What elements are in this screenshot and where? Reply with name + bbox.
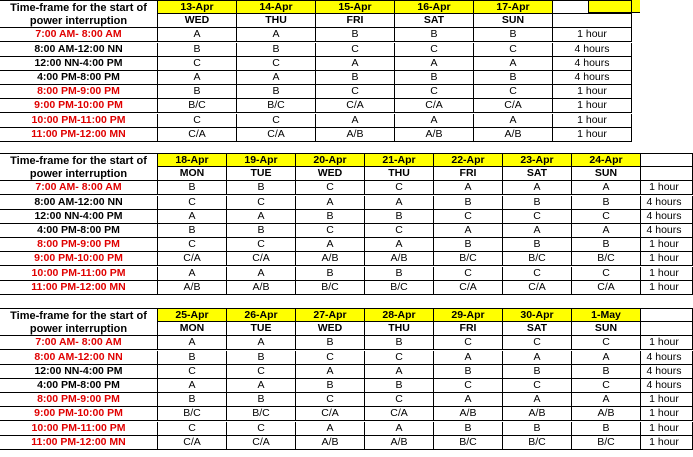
group-cell[interactable]: C xyxy=(237,114,316,128)
group-cell[interactable]: B xyxy=(227,393,296,407)
group-cell[interactable]: C/A xyxy=(158,252,227,266)
group-cell[interactable]: C xyxy=(572,379,641,393)
group-cell[interactable]: B xyxy=(365,379,434,393)
date-header: 15-Apr xyxy=(316,0,395,14)
duration-header-blank xyxy=(636,167,693,181)
group-cell[interactable]: A/B xyxy=(474,128,553,142)
group-cell[interactable]: B xyxy=(158,85,237,99)
group-cell[interactable]: B/C xyxy=(572,252,641,266)
duration-cell[interactable]: 1 hour xyxy=(636,281,693,295)
group-cell[interactable]: A xyxy=(237,71,316,85)
duration-cell[interactable]: 1 hour xyxy=(636,181,693,195)
group-cell[interactable]: B/C xyxy=(237,99,316,113)
group-cell[interactable]: B xyxy=(503,196,572,210)
group-cell[interactable]: A xyxy=(474,57,553,71)
duration-header-blank xyxy=(636,322,693,336)
group-cell[interactable]: A xyxy=(503,393,572,407)
group-cell[interactable]: A xyxy=(158,336,227,350)
group-cell[interactable]: B xyxy=(158,393,227,407)
group-cell[interactable]: A xyxy=(227,379,296,393)
duration-cell[interactable]: 1 hour xyxy=(636,393,693,407)
day-header: SAT xyxy=(503,322,572,336)
duration-cell[interactable]: 4 hours xyxy=(636,351,693,365)
group-cell[interactable]: A xyxy=(158,71,237,85)
day-header: WED xyxy=(158,14,237,28)
time-slot-label: 12:00 NN-4:00 PM xyxy=(0,210,158,224)
group-cell[interactable]: A xyxy=(296,365,365,379)
group-cell[interactable]: C xyxy=(158,365,227,379)
group-cell[interactable]: C xyxy=(158,196,227,210)
time-slot-label: 9:00 PM-10:00 PM xyxy=(0,99,158,113)
duration-cell[interactable]: 1 hour xyxy=(636,407,693,421)
group-cell[interactable]: A/B xyxy=(296,252,365,266)
group-cell[interactable]: C xyxy=(158,238,227,252)
date-header: 16-Apr xyxy=(395,0,474,14)
group-cell[interactable]: A xyxy=(227,336,296,350)
group-cell[interactable]: B xyxy=(503,365,572,379)
time-slot-label: 4:00 PM-8:00 PM xyxy=(0,224,158,238)
group-cell[interactable]: A xyxy=(365,196,434,210)
group-cell[interactable]: B xyxy=(296,379,365,393)
group-cell[interactable]: A xyxy=(434,393,503,407)
group-cell[interactable]: B xyxy=(296,210,365,224)
group-cell[interactable]: B xyxy=(572,365,641,379)
group-cell[interactable]: C/A xyxy=(365,407,434,421)
date-header: 19-Apr xyxy=(227,153,296,167)
group-cell[interactable]: A xyxy=(434,224,503,238)
group-cell[interactable]: B xyxy=(572,196,641,210)
duration-cell[interactable]: 4 hours xyxy=(636,196,693,210)
group-cell[interactable]: A/B xyxy=(503,407,572,421)
duration-cell[interactable]: 1 hour xyxy=(553,28,632,42)
day-header: FRI xyxy=(316,14,395,28)
group-cell[interactable]: A xyxy=(316,57,395,71)
group-cell[interactable]: C xyxy=(296,224,365,238)
group-cell[interactable]: C xyxy=(158,57,237,71)
group-cell[interactable]: B/C xyxy=(503,436,572,450)
time-slot-label: 8:00 PM-9:00 PM xyxy=(0,85,158,99)
group-cell[interactable]: C xyxy=(227,422,296,436)
group-cell[interactable]: B/C xyxy=(434,436,503,450)
group-cell[interactable]: A xyxy=(474,114,553,128)
group-cell[interactable]: B/C xyxy=(296,281,365,295)
group-cell[interactable]: B/C xyxy=(158,99,237,113)
group-cell[interactable]: A xyxy=(503,224,572,238)
group-cell[interactable]: B xyxy=(316,28,395,42)
group-cell[interactable]: B xyxy=(395,28,474,42)
group-cell[interactable]: A/B xyxy=(395,128,474,142)
duration-header-blank xyxy=(636,308,693,322)
group-cell[interactable]: A/B xyxy=(365,436,434,450)
date-header: 26-Apr xyxy=(227,308,296,322)
group-cell[interactable]: C xyxy=(434,267,503,281)
duration-cell[interactable]: 1 hour xyxy=(636,238,693,252)
timeframe-header-label: Time-frame for the start of power interruption xyxy=(0,308,158,336)
group-cell[interactable]: C xyxy=(572,336,641,350)
group-cell[interactable]: B xyxy=(316,71,395,85)
day-header: SAT xyxy=(395,14,474,28)
group-cell[interactable]: C xyxy=(572,210,641,224)
group-cell[interactable]: A xyxy=(572,393,641,407)
group-cell[interactable]: C xyxy=(227,238,296,252)
group-cell[interactable]: B xyxy=(227,224,296,238)
duration-cell[interactable]: 1 hour xyxy=(636,336,693,350)
duration-cell[interactable]: 4 hours xyxy=(553,43,632,57)
group-cell[interactable]: B xyxy=(474,28,553,42)
group-cell[interactable]: C/A xyxy=(158,128,237,142)
day-header: WED xyxy=(296,167,365,181)
duration-cell[interactable]: 1 hour xyxy=(636,267,693,281)
day-header: THU xyxy=(365,322,434,336)
date-header: 25-Apr xyxy=(158,308,227,322)
day-header: WED xyxy=(296,322,365,336)
time-slot-label: 8:00 AM-12:00 NN xyxy=(0,196,158,210)
group-cell[interactable]: C/A xyxy=(395,99,474,113)
group-cell[interactable]: A/B xyxy=(316,128,395,142)
group-cell[interactable]: C xyxy=(434,210,503,224)
group-cell[interactable]: C xyxy=(158,422,227,436)
group-cell[interactable]: C/A xyxy=(503,281,572,295)
group-cell[interactable]: C/A xyxy=(474,99,553,113)
group-cell[interactable]: A xyxy=(395,57,474,71)
group-cell[interactable]: B xyxy=(296,336,365,350)
group-cell[interactable]: A xyxy=(158,210,227,224)
group-cell[interactable]: A/B xyxy=(296,436,365,450)
group-cell[interactable]: C xyxy=(503,336,572,350)
group-cell[interactable]: C xyxy=(474,43,553,57)
group-cell[interactable]: C xyxy=(434,379,503,393)
time-slot-label: 8:00 AM-12:00 NN xyxy=(0,351,158,365)
group-cell[interactable]: B xyxy=(365,336,434,350)
date-header: 17-Apr xyxy=(474,0,553,14)
group-cell[interactable]: C/A xyxy=(296,407,365,421)
group-cell[interactable]: A xyxy=(296,196,365,210)
duration-cell[interactable]: 4 hours xyxy=(636,210,693,224)
group-cell[interactable]: C/A xyxy=(158,436,227,450)
time-slot-label: 10:00 PM-11:00 PM xyxy=(0,114,158,128)
group-cell[interactable]: A/B xyxy=(434,407,503,421)
day-header: MON xyxy=(158,167,227,181)
group-cell[interactable]: A/B xyxy=(227,281,296,295)
date-header: 28-Apr xyxy=(365,308,434,322)
group-cell[interactable]: A/B xyxy=(365,252,434,266)
duration-cell[interactable]: 4 hours xyxy=(553,71,632,85)
day-header: MON xyxy=(158,322,227,336)
group-cell[interactable]: A xyxy=(296,422,365,436)
group-cell[interactable]: A xyxy=(434,351,503,365)
timeframe-header-label: Time-frame for the start of power interruption xyxy=(0,153,158,181)
group-cell[interactable]: B xyxy=(158,43,237,57)
group-cell[interactable]: C xyxy=(365,224,434,238)
day-header: SAT xyxy=(503,167,572,181)
time-slot-label: 8:00 PM-9:00 PM xyxy=(0,393,158,407)
group-cell[interactable]: B xyxy=(503,238,572,252)
group-cell[interactable]: A xyxy=(503,181,572,195)
time-slot-label: 9:00 PM-10:00 PM xyxy=(0,407,158,421)
group-cell[interactable]: A xyxy=(227,267,296,281)
time-slot-label: 11:00 PM-12:00 MN xyxy=(0,281,158,295)
group-cell[interactable]: C/A xyxy=(227,436,296,450)
date-header: 22-Apr xyxy=(434,153,503,167)
group-cell[interactable]: A xyxy=(296,238,365,252)
group-cell[interactable]: B/C xyxy=(503,252,572,266)
group-cell[interactable]: A xyxy=(158,28,237,42)
day-header: SUN xyxy=(474,14,553,28)
duration-cell[interactable]: 4 hours xyxy=(553,57,632,71)
group-cell[interactable]: B xyxy=(572,238,641,252)
group-cell[interactable]: C xyxy=(503,379,572,393)
time-slot-label: 10:00 PM-11:00 PM xyxy=(0,422,158,436)
duration-cell[interactable]: 1 hour xyxy=(553,99,632,113)
day-header: SUN xyxy=(572,167,641,181)
group-cell[interactable]: C xyxy=(503,210,572,224)
group-cell[interactable]: A xyxy=(365,238,434,252)
group-cell[interactable]: C xyxy=(237,57,316,71)
time-slot-label: 10:00 PM-11:00 PM xyxy=(0,267,158,281)
date-header: 23-Apr xyxy=(503,153,572,167)
group-cell[interactable]: C/A xyxy=(227,252,296,266)
group-cell[interactable]: B/C xyxy=(434,252,503,266)
group-cell[interactable]: C xyxy=(296,351,365,365)
group-cell[interactable]: A/B xyxy=(158,281,227,295)
group-cell[interactable]: C xyxy=(503,267,572,281)
group-cell[interactable]: B xyxy=(227,181,296,195)
duration-cell[interactable]: 1 hour xyxy=(553,128,632,142)
duration-cell[interactable]: 1 hour xyxy=(636,422,693,436)
duration-cell[interactable]: 1 hour xyxy=(636,252,693,266)
group-cell[interactable]: A xyxy=(572,351,641,365)
group-cell[interactable]: B xyxy=(434,196,503,210)
group-cell[interactable]: B xyxy=(365,267,434,281)
group-cell[interactable]: C xyxy=(395,43,474,57)
group-cell[interactable]: C xyxy=(316,85,395,99)
group-cell[interactable]: C/A xyxy=(572,281,641,295)
day-header: FRI xyxy=(434,322,503,336)
group-cell[interactable]: C xyxy=(296,393,365,407)
group-cell[interactable]: B/C xyxy=(365,281,434,295)
group-cell[interactable]: B xyxy=(572,422,641,436)
time-slot-label: 11:00 PM-12:00 MN xyxy=(0,128,158,142)
time-slot-label: 4:00 PM-8:00 PM xyxy=(0,379,158,393)
day-header: TUE xyxy=(227,322,296,336)
group-cell[interactable]: A xyxy=(227,210,296,224)
group-cell[interactable]: B xyxy=(158,351,227,365)
duration-header-blank xyxy=(553,14,632,28)
date-header: 24-Apr xyxy=(572,153,641,167)
group-cell[interactable]: C/A xyxy=(316,99,395,113)
group-cell[interactable]: B xyxy=(158,181,227,195)
group-cell[interactable]: C xyxy=(365,393,434,407)
date-header: 18-Apr xyxy=(158,153,227,167)
group-cell[interactable]: A xyxy=(434,181,503,195)
day-header: TUE xyxy=(227,167,296,181)
group-cell[interactable]: B/C xyxy=(158,407,227,421)
group-cell[interactable]: B xyxy=(237,43,316,57)
duration-cell[interactable]: 4 hours xyxy=(636,224,693,238)
group-cell[interactable]: B xyxy=(434,238,503,252)
group-cell[interactable]: B xyxy=(474,71,553,85)
group-cell[interactable]: A xyxy=(158,267,227,281)
time-slot-label: 11:00 PM-12:00 MN xyxy=(0,436,158,450)
date-header: 21-Apr xyxy=(365,153,434,167)
duration-cell[interactable]: 1 hour xyxy=(553,114,632,128)
day-header: THU xyxy=(237,14,316,28)
group-cell[interactable]: B xyxy=(434,365,503,379)
time-slot-label: 4:00 PM-8:00 PM xyxy=(0,71,158,85)
time-slot-label: 7:00 AM- 8:00 AM xyxy=(0,181,158,195)
group-cell[interactable]: A xyxy=(158,379,227,393)
duration-cell[interactable]: 1 hour xyxy=(636,436,693,450)
group-cell[interactable]: A xyxy=(572,224,641,238)
group-cell[interactable]: A xyxy=(572,181,641,195)
group-cell[interactable]: B xyxy=(296,267,365,281)
time-slot-label: 12:00 NN-4:00 PM xyxy=(0,57,158,71)
group-cell[interactable]: A xyxy=(395,114,474,128)
duration-header-blank xyxy=(553,0,632,14)
group-cell[interactable]: A xyxy=(316,114,395,128)
group-cell[interactable]: C xyxy=(227,365,296,379)
group-cell[interactable]: C xyxy=(365,351,434,365)
group-cell[interactable]: B xyxy=(503,422,572,436)
group-cell[interactable]: B/C xyxy=(572,436,641,450)
day-header: THU xyxy=(365,167,434,181)
group-cell[interactable]: A xyxy=(365,422,434,436)
group-cell[interactable]: C xyxy=(434,336,503,350)
date-header: 1-May xyxy=(572,308,641,322)
duration-header-blank xyxy=(636,153,693,167)
date-header: 13-Apr xyxy=(158,0,237,14)
group-cell[interactable]: B xyxy=(365,210,434,224)
group-cell[interactable]: C xyxy=(395,85,474,99)
group-cell[interactable]: C xyxy=(227,196,296,210)
duration-cell[interactable]: 4 hours xyxy=(636,379,693,393)
date-header: 14-Apr xyxy=(237,0,316,14)
time-slot-label: 7:00 AM- 8:00 AM xyxy=(0,28,158,42)
timeframe-header-label: Time-frame for the start of power interruption xyxy=(0,0,158,28)
group-cell[interactable]: A xyxy=(237,28,316,42)
time-slot-label: 8:00 PM-9:00 PM xyxy=(0,238,158,252)
group-cell[interactable]: C xyxy=(474,85,553,99)
day-header: FRI xyxy=(434,167,503,181)
group-cell[interactable]: C xyxy=(158,114,237,128)
date-header: 27-Apr xyxy=(296,308,365,322)
group-cell[interactable]: B xyxy=(227,351,296,365)
time-slot-label: 12:00 NN-4:00 PM xyxy=(0,365,158,379)
date-header: 30-Apr xyxy=(503,308,572,322)
group-cell[interactable]: B xyxy=(395,71,474,85)
group-cell[interactable]: A xyxy=(365,365,434,379)
duration-cell[interactable]: 1 hour xyxy=(553,85,632,99)
time-slot-label: 8:00 AM-12:00 NN xyxy=(0,43,158,57)
date-header: 29-Apr xyxy=(434,308,503,322)
date-header: 20-Apr xyxy=(296,153,365,167)
group-cell[interactable]: C xyxy=(316,43,395,57)
group-cell[interactable]: C/A xyxy=(237,128,316,142)
group-cell[interactable]: B xyxy=(434,422,503,436)
group-cell[interactable]: A/B xyxy=(572,407,641,421)
group-cell[interactable]: B xyxy=(158,224,227,238)
group-cell[interactable]: B/C xyxy=(227,407,296,421)
day-header: SUN xyxy=(572,322,641,336)
group-cell[interactable]: C xyxy=(365,181,434,195)
time-slot-label: 7:00 AM- 8:00 AM xyxy=(0,336,158,350)
group-cell[interactable]: C/A xyxy=(434,281,503,295)
group-cell[interactable]: B xyxy=(237,85,316,99)
duration-cell[interactable]: 4 hours xyxy=(636,365,693,379)
group-cell[interactable]: C xyxy=(572,267,641,281)
group-cell[interactable]: C xyxy=(296,181,365,195)
time-slot-label: 9:00 PM-10:00 PM xyxy=(0,252,158,266)
group-cell[interactable]: A xyxy=(503,351,572,365)
